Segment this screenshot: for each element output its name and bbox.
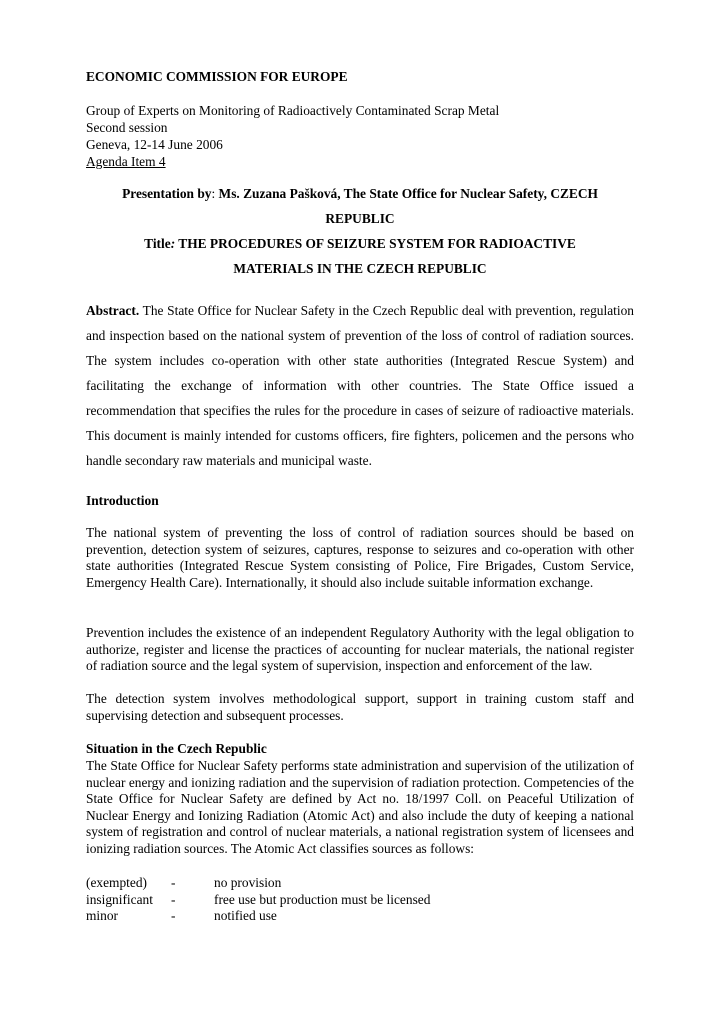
session-line: Second session: [86, 120, 168, 135]
abstract-paragraph: [86, 298, 634, 473]
presentation-colon: :: [211, 186, 216, 201]
class-dash: -: [171, 892, 176, 907]
introduction-paragraph-3: The detection system involves methodological support, support in training custom staff and supervising detection and subsequent processes.: [86, 691, 634, 723]
place-date-line: Geneva, 12-14 June 2006: [86, 137, 223, 152]
class-desc: free use but production must be licensed: [214, 892, 431, 907]
introduction-heading: Introduction: [86, 493, 159, 508]
abstract-text: The State Office for Nuclear Safety in the Czech Republic deal with prevention, regulation and inspection based on the national system of prevention of the loss of control of radiation sources. The system includes co-operation with other state authorities (Integrated Rescue System) and facilitating the exchange of information with other countries. The State Office issued a recommendation that specifies the rules for the procedure in cases of seizure of radioactive materials. This document is mainly intended for customs officers, fire fighters, policemen and the persons who handle secondary raw materials and municipal waste.: [86, 303, 634, 468]
class-desc: notified use: [214, 908, 277, 923]
class-name: insignificant: [86, 892, 153, 907]
title-label: Title: [144, 236, 171, 251]
situation-paragraph: The State Office for Nuclear Safety performs state administration and supervision of the utilization of nuclear energy and ionizing radiation and the supervision of radiation protection. Competencies of the State Office for Nuclear Safety are defined by Act no. 18/1997 Coll. on Peaceful Utilization of Nuclear Energy and Ionizing Radiation (Atomic Act) and also include the duty of keeping a national system of registration and control of nuclear materials, a national registration system of licensees and ionizing radiation sources. The Atomic Act classifies sources as follows:: [86, 758, 634, 856]
group-line: Group of Experts on Monitoring of Radioactively Contaminated Scrap Metal: [86, 103, 500, 118]
title-colon: :: [170, 236, 176, 251]
agenda-item: Agenda Item 4: [86, 154, 166, 169]
presentation-label: Presentation by: [122, 186, 212, 201]
abstract-label: Abstract.: [86, 303, 140, 318]
title-line-1: [86, 236, 634, 252]
presenter-line-2: REPUBLIC: [325, 211, 395, 226]
commission-title: ECONOMIC COMMISSION FOR EUROPE: [86, 69, 348, 84]
title-text: THE PROCEDURES OF SEIZURE SYSTEM FOR RADIOACTIVE: [175, 236, 576, 251]
classification-row: [86, 908, 634, 925]
class-dash: -: [171, 875, 176, 890]
introduction-paragraph-1: The national system of preventing the loss of control of radiation sources should be based on prevention, detection system of seizures, captures, response to seizures and co-operation with other state authorities (Integrated Rescue System consisting of Police, Fire Brigades, Custom Service, Emergency Health Care). Internationally, it should also include suitable information exchange.: [86, 525, 634, 590]
presenter-name: Ms. Zuzana Pašková, The State Office for Nuclear Safety, CZECH: [215, 186, 598, 201]
class-dash: -: [171, 908, 176, 923]
class-desc: no provision: [214, 875, 282, 890]
class-name: (exempted): [86, 875, 147, 890]
title-line-2: MATERIALS IN THE CZECH REPUBLIC: [233, 261, 487, 276]
class-name: minor: [86, 908, 118, 923]
situation-heading: Situation in the Czech Republic: [86, 741, 267, 756]
introduction-paragraph-2: Prevention includes the existence of an independent Regulatory Authority with the legal obligation to authorize, register and license the practices of accounting for nuclear materials, the national register of radiation source and the legal system of supervision, inspection and enforcement of the law.: [86, 625, 634, 674]
presenter-line-1: [86, 186, 634, 202]
classification-row: [86, 875, 634, 892]
classification-row: [86, 892, 634, 909]
